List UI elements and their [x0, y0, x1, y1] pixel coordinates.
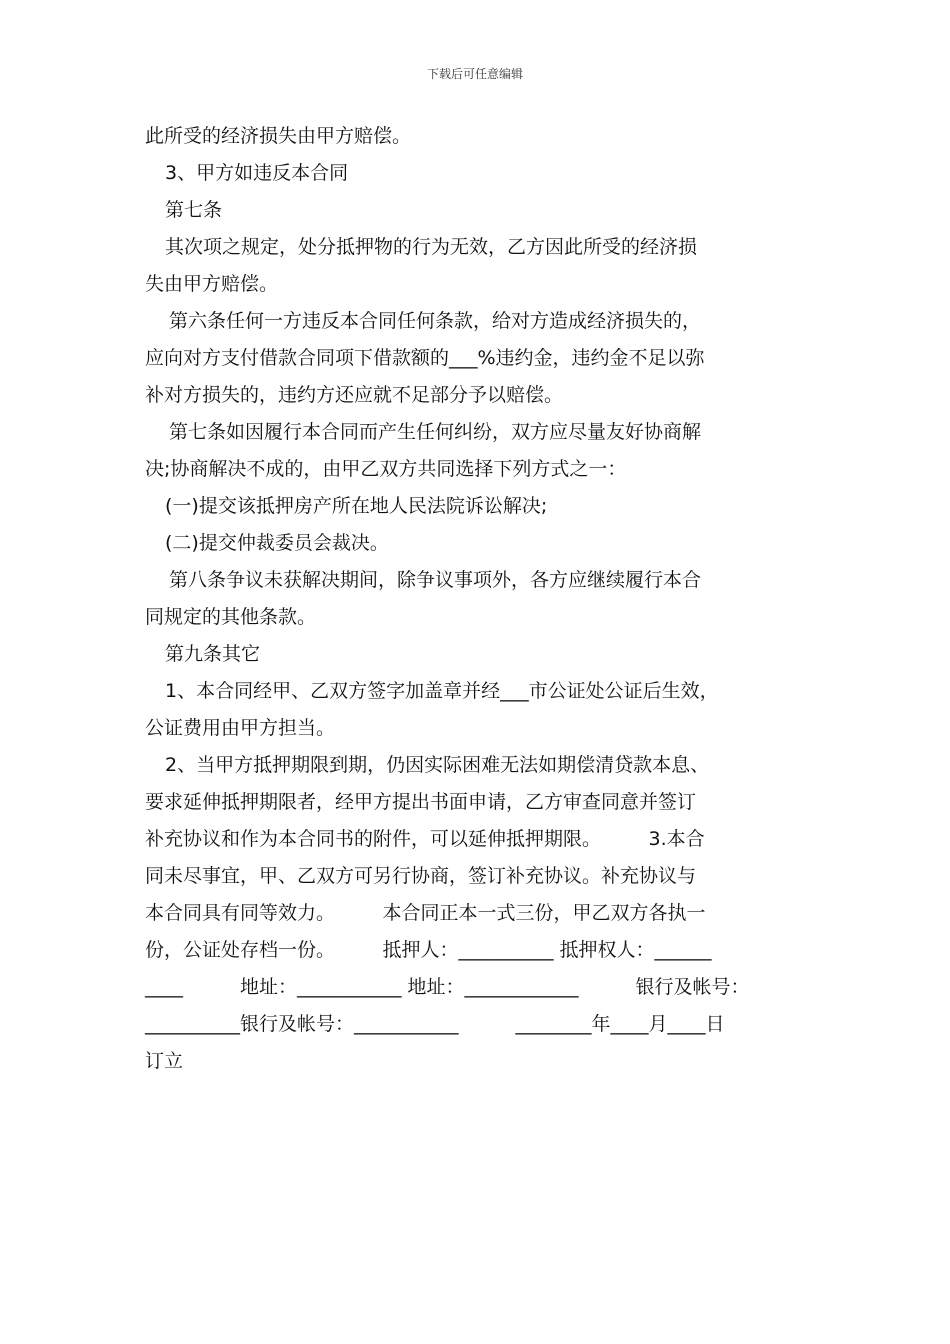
paragraph-line: 要求延伸抵押期限者，经甲方提出书面申请，乙方审查同意并签订 [145, 791, 697, 813]
paragraph-line: 同规定的其他条款。 [145, 606, 317, 628]
paragraph-line: (一)提交该抵押房产所在地人民法院诉讼解决; [165, 495, 548, 517]
paragraph-line: 同未尽事宜，甲、乙双方可另行协商，签订补充协议。补充协议与 [145, 865, 697, 887]
paragraph-line: 应向对方支付借款合同项下借款额的___%违约金，违约金不足以弥 [145, 347, 705, 369]
paragraph-line: 2、当甲方抵押期限到期，仍因实际困难无法如期偿清贷款本息、 [165, 754, 710, 776]
paragraph-line: 决;协商解决不成的，由甲乙双方共同选择下列方式之一： [145, 458, 627, 480]
paragraph-line: 公证费用由甲方担当。 [145, 717, 336, 739]
signature-line: 份，公证处存档一份。 抵押人：__________ 抵押权人：______ [145, 939, 712, 961]
paragraph-line: 本合同具有同等效力。 本合同正本一式三份，甲乙双方各执一 [145, 902, 706, 924]
paragraph-line: (二)提交仲裁委员会裁决。 [165, 532, 389, 554]
paragraph-line: 第七条如因履行本合同而产生任何纠纷，双方应尽量友好协商解 [169, 421, 702, 443]
paragraph-line: 订立 [145, 1050, 184, 1072]
paragraph-line: 第八条争议未获解决期间，除争议事项外，各方应继续履行本合 [169, 569, 702, 591]
paragraph-line: 其次项之规定，处分抵押物的行为无效，乙方因此所受的经济损 [165, 236, 698, 258]
signature-line: ____ 地址：___________ 地址：____________ 银行及帐号： [145, 976, 750, 998]
paragraph-line: 第九条其它 [165, 643, 261, 665]
paragraph-line: 3、甲方如违反本合同 [165, 162, 349, 184]
signature-line: __________银行及帐号：___________ ________年____月____日 [145, 1013, 725, 1035]
paragraph-line: 此所受的经济损失由甲方赔偿。 [145, 125, 412, 147]
paragraph-line: 失由甲方赔偿。 [145, 273, 279, 295]
page-header: 下载后可任意编辑 [426, 67, 523, 81]
paragraph-line: 第六条任何一方违反本合同任何条款，给对方造成经济损失的， [169, 310, 702, 332]
paragraph-line: 补充协议和作为本合同书的附件，可以延伸抵押期限。 3.本合 [145, 828, 705, 850]
paragraph-line: 补对方损失的，违约方还应就不足部分予以赔偿。 [145, 384, 564, 406]
paragraph-line: 第七条 [165, 199, 223, 221]
contract-body [145, 118, 815, 1080]
paragraph-line: 1、本合同经甲、乙双方签字加盖章并经___市公证处公证后生效， [165, 680, 719, 702]
